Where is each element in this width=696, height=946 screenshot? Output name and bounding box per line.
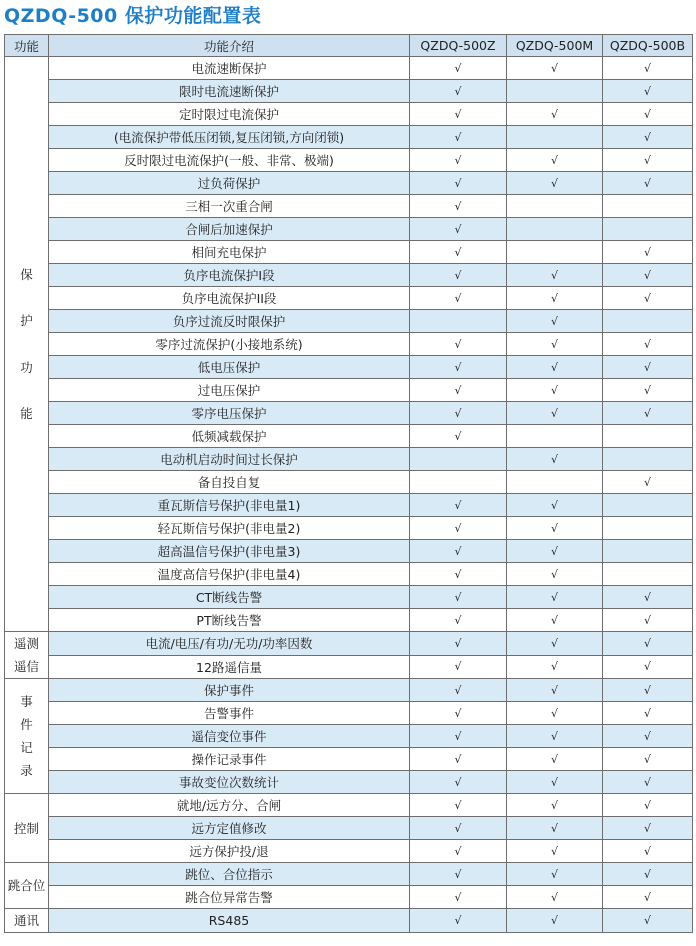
- table-row: [5, 149, 693, 172]
- support-mark-500b: √: [603, 356, 693, 379]
- support-mark-500z: √: [410, 80, 507, 103]
- support-mark-500b: √: [603, 379, 693, 402]
- function-name-cell: 轻瓦斯信号保护(非电量2): [49, 517, 410, 540]
- function-name-cell: 告警事件: [49, 702, 410, 725]
- support-mark-500b: √: [603, 57, 693, 80]
- function-config-table: [4, 34, 693, 933]
- function-name-cell: 负序电流保护I段: [49, 264, 410, 287]
- support-mark-500z: √: [410, 356, 507, 379]
- category-cell: 保 护 功 能: [5, 57, 49, 632]
- support-mark-500m: √: [507, 172, 603, 195]
- function-name-cell: 电动机启动时间过长保护: [49, 448, 410, 471]
- table-row: [5, 840, 693, 863]
- support-mark-500b: [603, 563, 693, 586]
- table-row: [5, 448, 693, 471]
- support-mark-500z: √: [410, 425, 507, 448]
- support-mark-500m: √: [507, 333, 603, 356]
- support-mark-500z: √: [410, 218, 507, 241]
- function-name-cell: 电流/电压/有功/无功/功率因数: [49, 632, 410, 656]
- function-name-cell: 低频减载保护: [49, 425, 410, 448]
- table-row: [5, 655, 693, 679]
- table-row: [5, 402, 693, 425]
- function-name-cell: 超高温信号保护(非电量3): [49, 540, 410, 563]
- table-row: [5, 333, 693, 356]
- support-mark-500b: √: [603, 748, 693, 771]
- function-name-cell: 合闸后加速保护: [49, 218, 410, 241]
- support-mark-500z: √: [410, 632, 507, 656]
- support-mark-500m: √: [507, 609, 603, 632]
- function-name-cell: 遥信变位事件: [49, 725, 410, 748]
- page-title: QZDQ-500 保护功能配置表: [4, 5, 262, 27]
- support-mark-500z: √: [410, 57, 507, 80]
- support-mark-500z: √: [410, 586, 507, 609]
- table-row: [5, 218, 693, 241]
- support-mark-500b: √: [603, 909, 693, 933]
- function-name-cell: 负序电流保护II段: [49, 287, 410, 310]
- function-name-cell: 重瓦斯信号保护(非电量1): [49, 494, 410, 517]
- support-mark-500z: √: [410, 172, 507, 195]
- function-name-cell: 负序过流反时限保护: [49, 310, 410, 333]
- support-mark-500m: √: [507, 57, 603, 80]
- header-model-500z: QZDQ-500Z: [410, 35, 507, 57]
- table-row: [5, 310, 693, 333]
- table-row: [5, 632, 693, 656]
- function-name-cell: 操作记录事件: [49, 748, 410, 771]
- support-mark-500m: √: [507, 379, 603, 402]
- support-mark-500z: √: [410, 540, 507, 563]
- table-row: [5, 586, 693, 609]
- support-mark-500b: √: [603, 471, 693, 494]
- support-mark-500z: √: [410, 379, 507, 402]
- support-mark-500m: [507, 80, 603, 103]
- support-mark-500z: √: [410, 494, 507, 517]
- function-name-cell: 定时限过电流保护: [49, 103, 410, 126]
- support-mark-500b: [603, 310, 693, 333]
- support-mark-500m: [507, 471, 603, 494]
- support-mark-500m: √: [507, 563, 603, 586]
- support-mark-500m: [507, 241, 603, 264]
- category-cell: 事 件 记 录: [5, 679, 49, 794]
- table-row: [5, 794, 693, 817]
- support-mark-500m: √: [507, 886, 603, 909]
- support-mark-500m: √: [507, 655, 603, 679]
- support-mark-500m: √: [507, 794, 603, 817]
- function-name-cell: 限时电流速断保护: [49, 80, 410, 103]
- support-mark-500b: √: [603, 817, 693, 840]
- function-name-cell: 事故变位次数统计: [49, 771, 410, 794]
- support-mark-500z: √: [410, 241, 507, 264]
- support-mark-500b: √: [603, 149, 693, 172]
- support-mark-500m: √: [507, 840, 603, 863]
- function-name-cell: 过负荷保护: [49, 172, 410, 195]
- support-mark-500m: [507, 126, 603, 149]
- support-mark-500b: [603, 425, 693, 448]
- support-mark-500b: √: [603, 655, 693, 679]
- support-mark-500b: √: [603, 886, 693, 909]
- support-mark-500b: √: [603, 725, 693, 748]
- support-mark-500m: √: [507, 287, 603, 310]
- support-mark-500b: √: [603, 80, 693, 103]
- support-mark-500z: √: [410, 655, 507, 679]
- support-mark-500m: √: [507, 264, 603, 287]
- support-mark-500b: √: [603, 126, 693, 149]
- support-mark-500m: √: [507, 448, 603, 471]
- support-mark-500m: √: [507, 517, 603, 540]
- support-mark-500z: [410, 310, 507, 333]
- support-mark-500m: √: [507, 540, 603, 563]
- header-category: 功能: [5, 35, 49, 57]
- table-row: [5, 103, 693, 126]
- support-mark-500b: √: [603, 771, 693, 794]
- support-mark-500z: [410, 448, 507, 471]
- table-row: [5, 494, 693, 517]
- support-mark-500b: √: [603, 287, 693, 310]
- table-row: [5, 540, 693, 563]
- function-name-cell: 备自投自复: [49, 471, 410, 494]
- support-mark-500b: [603, 517, 693, 540]
- function-name-cell: 反时限过电流保护(一般、非常、极端): [49, 149, 410, 172]
- support-mark-500z: √: [410, 149, 507, 172]
- table-header-row: [5, 35, 693, 57]
- support-mark-500m: √: [507, 863, 603, 886]
- support-mark-500z: √: [410, 517, 507, 540]
- support-mark-500b: √: [603, 632, 693, 656]
- table-row: [5, 609, 693, 632]
- support-mark-500b: [603, 448, 693, 471]
- support-mark-500m: √: [507, 909, 603, 933]
- support-mark-500b: √: [603, 333, 693, 356]
- support-mark-500m: √: [507, 149, 603, 172]
- support-mark-500b: √: [603, 794, 693, 817]
- support-mark-500m: [507, 425, 603, 448]
- support-mark-500b: √: [603, 241, 693, 264]
- support-mark-500z: √: [410, 264, 507, 287]
- support-mark-500z: √: [410, 886, 507, 909]
- function-name-cell: 跳位、合位指示: [49, 863, 410, 886]
- header-model-500b: QZDQ-500B: [603, 35, 693, 57]
- category-cell: 控制: [5, 794, 49, 863]
- support-mark-500m: [507, 195, 603, 218]
- table-row: [5, 702, 693, 725]
- function-name-cell: CT断线告警: [49, 586, 410, 609]
- support-mark-500m: √: [507, 494, 603, 517]
- table-row: [5, 241, 693, 264]
- table-row: [5, 517, 693, 540]
- function-name-cell: RS485: [49, 909, 410, 933]
- support-mark-500b: √: [603, 702, 693, 725]
- function-name-cell: 就地/远方分、合闸: [49, 794, 410, 817]
- category-cell: 跳合位: [5, 863, 49, 909]
- table-row: [5, 356, 693, 379]
- function-name-cell: 远方保护投/退: [49, 840, 410, 863]
- support-mark-500m: √: [507, 702, 603, 725]
- header-model-500m: QZDQ-500M: [507, 35, 603, 57]
- table-row: [5, 425, 693, 448]
- table-row: [5, 57, 693, 80]
- table-row: [5, 172, 693, 195]
- table-row: [5, 817, 693, 840]
- support-mark-500z: √: [410, 402, 507, 425]
- support-mark-500b: [603, 494, 693, 517]
- support-mark-500m: [507, 218, 603, 241]
- table-row: [5, 471, 693, 494]
- function-name-cell: 温度高信号保护(非电量4): [49, 563, 410, 586]
- function-name-cell: 零序过流保护(小接地系统): [49, 333, 410, 356]
- support-mark-500z: √: [410, 840, 507, 863]
- support-mark-500b: √: [603, 679, 693, 702]
- support-mark-500b: √: [603, 103, 693, 126]
- support-mark-500z: √: [410, 126, 507, 149]
- function-name-cell: 相间充电保护: [49, 241, 410, 264]
- function-name-cell: 零序电压保护: [49, 402, 410, 425]
- support-mark-500z: √: [410, 679, 507, 702]
- support-mark-500z: √: [410, 333, 507, 356]
- table-row: [5, 886, 693, 909]
- support-mark-500z: √: [410, 287, 507, 310]
- function-name-cell: 过电压保护: [49, 379, 410, 402]
- support-mark-500z: √: [410, 771, 507, 794]
- support-mark-500b: [603, 218, 693, 241]
- support-mark-500b: √: [603, 402, 693, 425]
- support-mark-500m: √: [507, 632, 603, 656]
- support-mark-500m: √: [507, 725, 603, 748]
- support-mark-500z: √: [410, 103, 507, 126]
- support-mark-500b: √: [603, 863, 693, 886]
- support-mark-500m: √: [507, 310, 603, 333]
- table-row: [5, 771, 693, 794]
- support-mark-500z: √: [410, 702, 507, 725]
- support-mark-500z: √: [410, 794, 507, 817]
- function-name-cell: 电流速断保护: [49, 57, 410, 80]
- function-name-cell: 保护事件: [49, 679, 410, 702]
- table-row: [5, 909, 693, 933]
- function-name-cell: (电流保护带低压闭锁,复压闭锁,方向闭锁): [49, 126, 410, 149]
- support-mark-500m: √: [507, 356, 603, 379]
- support-mark-500b: √: [603, 609, 693, 632]
- support-mark-500b: √: [603, 172, 693, 195]
- support-mark-500z: √: [410, 609, 507, 632]
- support-mark-500b: √: [603, 840, 693, 863]
- table-row: [5, 80, 693, 103]
- function-name-cell: PT断线告警: [49, 609, 410, 632]
- support-mark-500m: √: [507, 817, 603, 840]
- function-name-cell: 三相一次重合闸: [49, 195, 410, 218]
- table-row: [5, 126, 693, 149]
- table-row: [5, 264, 693, 287]
- support-mark-500m: √: [507, 748, 603, 771]
- support-mark-500b: √: [603, 264, 693, 287]
- support-mark-500m: √: [507, 402, 603, 425]
- support-mark-500m: √: [507, 103, 603, 126]
- support-mark-500z: √: [410, 563, 507, 586]
- support-mark-500z: √: [410, 195, 507, 218]
- function-name-cell: 跳合位异常告警: [49, 886, 410, 909]
- table-row: [5, 748, 693, 771]
- table-row: [5, 863, 693, 886]
- support-mark-500z: √: [410, 817, 507, 840]
- support-mark-500m: √: [507, 679, 603, 702]
- table-row: [5, 563, 693, 586]
- function-name-cell: 低电压保护: [49, 356, 410, 379]
- support-mark-500z: [410, 471, 507, 494]
- support-mark-500b: [603, 540, 693, 563]
- support-mark-500b: [603, 195, 693, 218]
- support-mark-500z: √: [410, 725, 507, 748]
- support-mark-500z: √: [410, 748, 507, 771]
- support-mark-500z: √: [410, 909, 507, 933]
- support-mark-500m: √: [507, 771, 603, 794]
- function-name-cell: 远方定值修改: [49, 817, 410, 840]
- header-function: 功能介绍: [49, 35, 410, 57]
- table-row: [5, 287, 693, 310]
- table-row: [5, 379, 693, 402]
- support-mark-500m: √: [507, 586, 603, 609]
- category-cell: 通讯: [5, 909, 49, 933]
- table-row: [5, 725, 693, 748]
- support-mark-500z: √: [410, 863, 507, 886]
- support-mark-500b: √: [603, 586, 693, 609]
- table-body: [5, 57, 693, 933]
- table-row: [5, 679, 693, 702]
- category-cell: 遥测 遥信: [5, 632, 49, 679]
- function-name-cell: 12路遥信量: [49, 655, 410, 679]
- table-row: [5, 195, 693, 218]
